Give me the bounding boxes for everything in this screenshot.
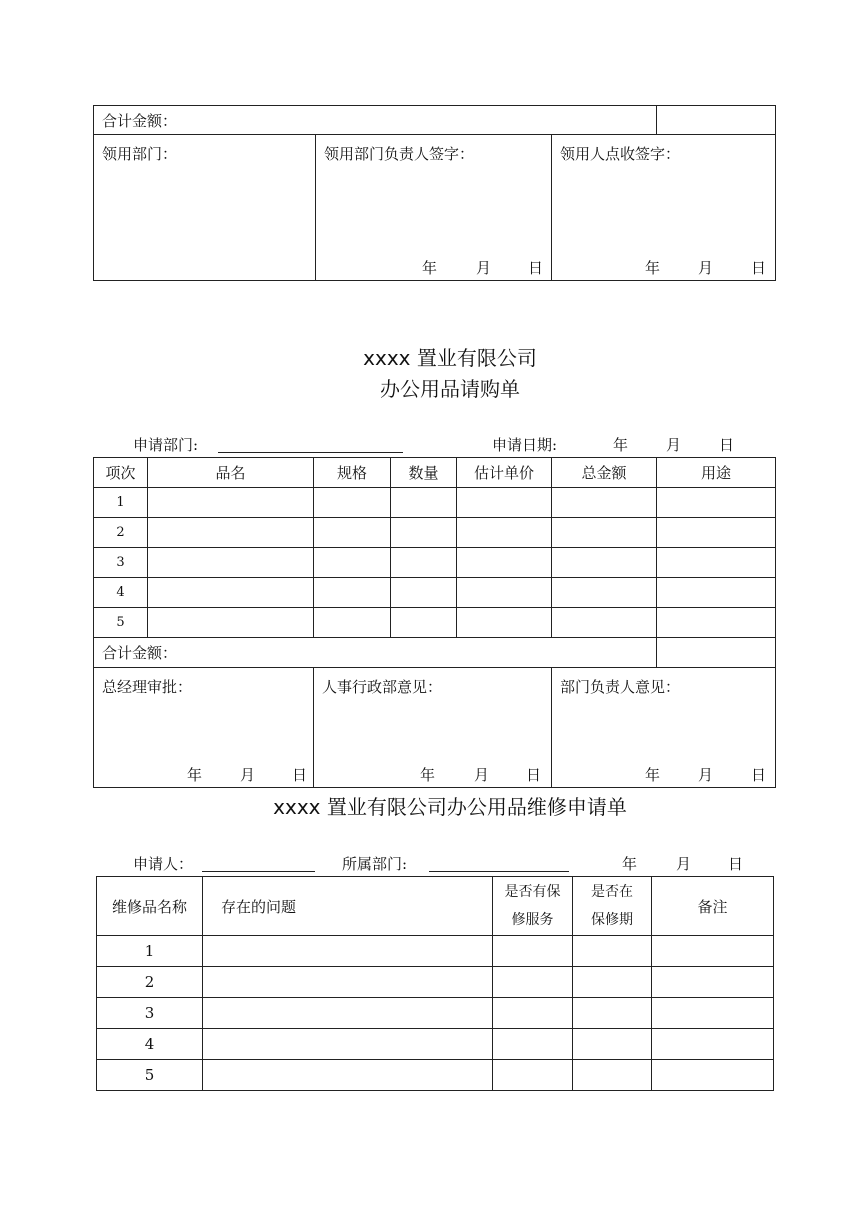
month-label: 月 <box>698 766 714 784</box>
notes-cell[interactable] <box>652 936 774 967</box>
apply-dept-label: 申请部门: <box>133 436 199 454</box>
year-label: 年 <box>420 766 436 784</box>
col-header-line: 是否有保 <box>504 884 561 900</box>
notes-cell[interactable] <box>652 998 774 1029</box>
purpose-cell[interactable] <box>657 488 776 518</box>
month-label: 月 <box>676 855 692 873</box>
row-number: 1 <box>97 936 203 967</box>
amount-cell[interactable] <box>552 608 657 638</box>
item-name-cell[interactable] <box>148 608 314 638</box>
purchase-total-row <box>94 638 776 668</box>
purchase-table <box>93 457 776 788</box>
top-total-label: 合计金额： <box>94 106 657 135</box>
repair-table <box>96 876 774 1091</box>
row-number: 4 <box>97 1029 203 1060</box>
year-label: 年 <box>613 436 629 454</box>
amount-cell[interactable] <box>552 578 657 608</box>
col-header: 存在的问题 <box>203 877 493 936</box>
day-label: 日 <box>526 766 542 784</box>
top-dept-label: 领用部门： <box>102 145 178 163</box>
table-row <box>97 1029 774 1060</box>
row-number: 1 <box>94 488 148 518</box>
warranty-service-cell[interactable] <box>493 1029 573 1060</box>
day-label: 日 <box>292 766 308 784</box>
table-row <box>94 488 776 518</box>
month-label: 月 <box>476 259 492 277</box>
repair-dept-label: 所属部门: <box>342 855 408 873</box>
dept-head-opinion-label: 部门负责人意见： <box>560 678 681 696</box>
top-receipt-table <box>93 105 776 281</box>
unit-price-cell[interactable] <box>457 608 552 638</box>
purchase-total-value[interactable] <box>657 638 776 668</box>
issue-cell[interactable] <box>203 936 493 967</box>
applicant-field[interactable] <box>202 871 315 872</box>
col-header: 估计单价 <box>457 458 552 488</box>
col-header: 维修品名称 <box>97 877 203 936</box>
purpose-cell[interactable] <box>657 548 776 578</box>
table-row <box>94 548 776 578</box>
issue-cell[interactable] <box>203 998 493 1029</box>
table-row <box>97 998 774 1029</box>
apply-date-label: 申请日期: <box>492 436 558 454</box>
col-header-line: 保修期 <box>591 912 633 928</box>
applicant-label: 申请人： <box>133 855 194 873</box>
col-header: 用途 <box>657 458 776 488</box>
warranty-service-cell[interactable] <box>493 936 573 967</box>
top-total-value[interactable] <box>657 106 776 135</box>
top-dept-cell[interactable] <box>94 135 316 281</box>
in-warranty-cell[interactable] <box>573 1029 652 1060</box>
amount-cell[interactable] <box>552 548 657 578</box>
notes-cell[interactable] <box>652 1029 774 1060</box>
purchase-form-title: 办公用品请购单 <box>380 377 520 401</box>
row-number: 3 <box>97 998 203 1029</box>
repair-header-row <box>97 877 774 936</box>
amount-cell[interactable] <box>552 488 657 518</box>
qty-cell[interactable] <box>391 608 457 638</box>
hr-opinion-label: 人事行政部意见： <box>322 678 443 696</box>
item-name-cell[interactable] <box>148 518 314 548</box>
year-label: 年 <box>422 259 438 277</box>
in-warranty-cell[interactable] <box>573 1060 652 1091</box>
warranty-service-cell[interactable] <box>493 998 573 1029</box>
table-row <box>97 1060 774 1091</box>
col-header <box>573 877 652 936</box>
approval-row <box>94 668 776 788</box>
amount-cell[interactable] <box>552 518 657 548</box>
row-number: 5 <box>97 1060 203 1091</box>
spec-cell[interactable] <box>314 518 391 548</box>
hr-opinion-cell[interactable] <box>314 668 552 788</box>
day-label: 日 <box>528 259 544 277</box>
col-header <box>493 877 573 936</box>
row-number: 5 <box>94 608 148 638</box>
unit-price-cell[interactable] <box>457 518 552 548</box>
month-label: 月 <box>474 766 490 784</box>
spec-cell[interactable] <box>314 608 391 638</box>
day-label: 日 <box>728 855 744 873</box>
month-label: 月 <box>240 766 256 784</box>
day-label: 日 <box>751 766 767 784</box>
row-number: 3 <box>94 548 148 578</box>
row-number: 4 <box>94 578 148 608</box>
table-row <box>97 967 774 998</box>
unit-price-cell[interactable] <box>457 488 552 518</box>
notes-cell[interactable] <box>652 967 774 998</box>
qty-cell[interactable] <box>391 488 457 518</box>
dept-head-opinion-cell[interactable] <box>552 668 776 788</box>
col-header: 品名 <box>148 458 314 488</box>
apply-dept-field[interactable] <box>218 452 403 453</box>
spec-cell[interactable] <box>314 488 391 518</box>
year-label: 年 <box>645 259 661 277</box>
in-warranty-cell[interactable] <box>573 998 652 1029</box>
qty-cell[interactable] <box>391 518 457 548</box>
company-title: xxxx 置业有限公司 <box>363 346 537 370</box>
item-name-cell[interactable] <box>148 488 314 518</box>
col-header: 规格 <box>314 458 391 488</box>
row-number: 2 <box>97 967 203 998</box>
item-name-cell[interactable] <box>148 548 314 578</box>
top-receiver-sign-label: 领用人点收签字： <box>560 145 681 163</box>
year-label: 年 <box>187 766 203 784</box>
qty-cell[interactable] <box>391 548 457 578</box>
gm-approval-cell[interactable] <box>94 668 314 788</box>
table-row <box>94 518 776 548</box>
day-label: 日 <box>751 259 767 277</box>
col-header: 项次 <box>94 458 148 488</box>
gm-approval-label: 总经理审批： <box>102 678 193 696</box>
warranty-service-cell[interactable] <box>493 967 573 998</box>
issue-cell[interactable] <box>203 1060 493 1091</box>
row-number: 2 <box>94 518 148 548</box>
col-header: 总金额 <box>552 458 657 488</box>
purpose-cell[interactable] <box>657 518 776 548</box>
col-header: 数量 <box>391 458 457 488</box>
month-label: 月 <box>666 436 682 454</box>
purchase-total-label: 合计金额： <box>94 638 657 668</box>
repair-dept-field[interactable] <box>429 871 569 872</box>
top-receiver-sign-cell[interactable] <box>552 135 776 281</box>
top-head-sign-label: 领用部门负责人签字： <box>324 145 475 163</box>
in-warranty-cell[interactable] <box>573 936 652 967</box>
warranty-service-cell[interactable] <box>493 1060 573 1091</box>
qty-cell[interactable] <box>391 578 457 608</box>
unit-price-cell[interactable] <box>457 578 552 608</box>
day-label: 日 <box>719 436 735 454</box>
year-label: 年 <box>622 855 638 873</box>
purpose-cell[interactable] <box>657 608 776 638</box>
notes-cell[interactable] <box>652 1060 774 1091</box>
repair-form-title: xxxx 置业有限公司办公用品维修申请单 <box>273 795 627 819</box>
table-row <box>94 608 776 638</box>
issue-cell[interactable] <box>203 967 493 998</box>
in-warranty-cell[interactable] <box>573 967 652 998</box>
year-label: 年 <box>645 766 661 784</box>
col-header-line: 修服务 <box>511 912 554 928</box>
col-header: 备注 <box>652 877 774 936</box>
col-header-line: 是否在 <box>591 884 633 900</box>
table-row <box>97 936 774 967</box>
item-name-cell[interactable] <box>148 578 314 608</box>
table-row <box>94 578 776 608</box>
purchase-header-row <box>94 458 776 488</box>
spec-cell[interactable] <box>314 578 391 608</box>
top-head-sign-cell[interactable] <box>316 135 552 281</box>
month-label: 月 <box>698 259 714 277</box>
unit-price-cell[interactable] <box>457 548 552 578</box>
spec-cell[interactable] <box>314 548 391 578</box>
purpose-cell[interactable] <box>657 578 776 608</box>
issue-cell[interactable] <box>203 1029 493 1060</box>
